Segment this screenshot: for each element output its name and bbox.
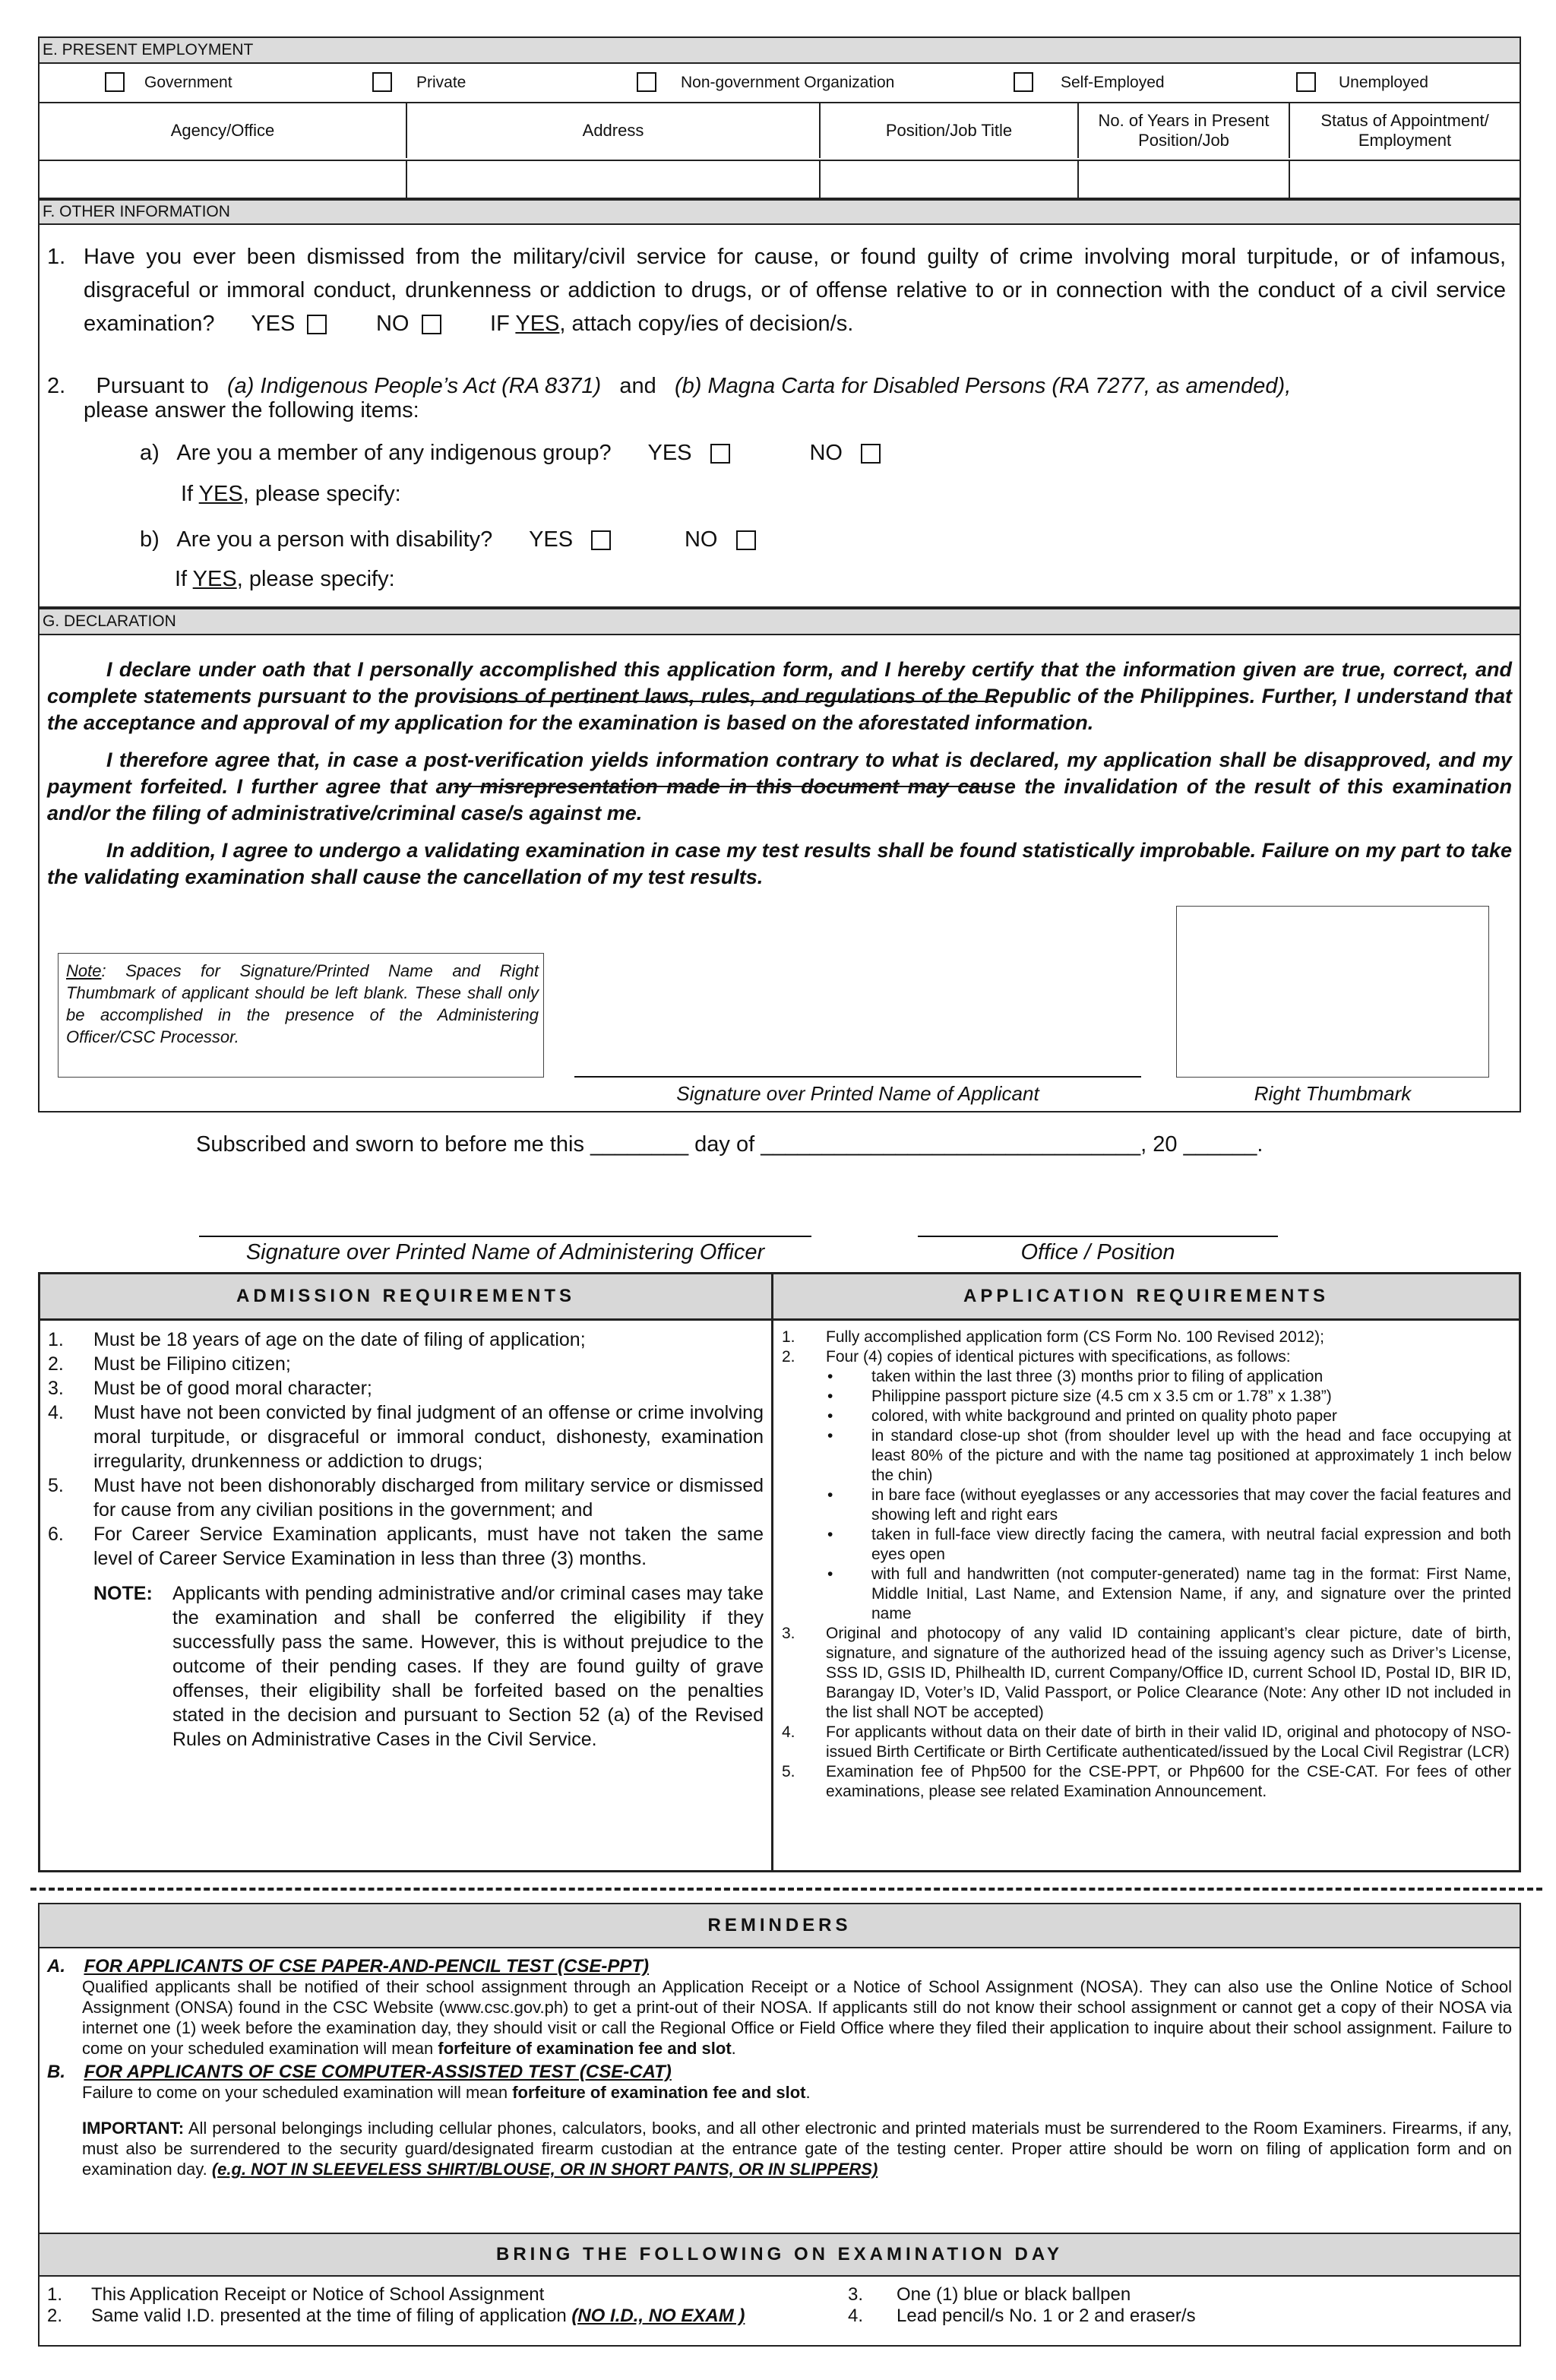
address-input[interactable] [407, 161, 821, 201]
q1-if-yes: YES [515, 312, 560, 336]
position-input[interactable] [821, 161, 1079, 201]
col-address: Address [407, 103, 821, 158]
applicant-signature-line[interactable] [574, 1076, 1141, 1078]
reminder-a-title: A. FOR APPLICANTS OF CSE PAPER-AND-PENCIL TEST (CSE-PPT) [47, 1956, 650, 1976]
q1-attach-text: , attach copy/ies of decision/s. [559, 312, 854, 336]
thumbmark-label: Right Thumbmark [1254, 1082, 1412, 1105]
q2a-yes-label: YES [647, 441, 692, 465]
bring-header: BRING THE FOLLOWING ON EXAMINATION DAY [40, 2233, 1520, 2277]
q2-number: 2. [47, 374, 66, 398]
photo-spec-bullet: • Philippine passport picture size (4.5 cm x 3.5 cm or 1.78” x 1.38”) [827, 1388, 1332, 1405]
application-item: 5. Examination fee of Php500 for the CSE-PPT, or Php600 for the CSE-CAT. For fees of other examinations, please see related Examination Announcement. [782, 1763, 1511, 1800]
application-item: 3. Original and photocopy of any valid ID containing applicant’s clear picture, date of birth, signature, and signature of the authorized head of the issuing agency such as Driver’s License, SSS ID, GSIS ID, Philhealth ID, current Company/Office ID, current School ID, Postal ID, BIR ID, Barangay ID, Voter’s ID, Valid Passport, or Police Clearance (Note: Any other ID not included in the list shall NOT be accepted) [782, 1625, 1511, 1721]
col-status: Status of Appointment/ Employment [1320, 111, 1489, 150]
q2a-specify-label: , please specify: [242, 482, 401, 506]
status-input[interactable] [1290, 161, 1520, 201]
employment-table-header [40, 103, 1520, 161]
application-item: 2. Four (4) copies of identical pictures with specifications, as follows: [782, 1348, 1291, 1366]
office-position-line[interactable] [918, 1236, 1278, 1237]
declaration-section [38, 608, 1521, 1112]
photo-spec-bullet: • taken within the last three (3) months prior to filing of application [827, 1368, 1324, 1385]
applicant-signature-label: Signature over Printed Name of Applicant [676, 1082, 1039, 1105]
employment-type-row [40, 64, 1520, 103]
note-box [58, 953, 544, 1078]
reminder-b-title: B. FOR APPLICANTS OF CSE COMPUTER-ASSISTED TEST (CSE-CAT) [47, 2062, 672, 2082]
q2b-yes-label: YES [529, 527, 574, 552]
declaration-text [47, 657, 1512, 901]
q2b-specify [175, 562, 395, 596]
note-text: : Spaces for Signature/Printed Name and Right Thumbmark of applicant should be left blank. These shall only be accomplished in the presence of the Administering Officer/CSC Processor. [66, 961, 539, 1046]
q2a-if: If [181, 482, 194, 506]
admission-item: 2. Must be Filipino citizen; [48, 1353, 291, 1375]
q2-pursuant: Pursuant to [96, 374, 209, 398]
note-label: Note [66, 961, 102, 980]
other-info-section [38, 199, 1521, 608]
unemployed-checkbox[interactable] [1296, 72, 1316, 92]
q2b-specify-label: , please specify: [236, 567, 395, 591]
government-label: Government [144, 74, 232, 91]
q1-yes-label: YES [251, 312, 296, 336]
q2b-if: If [175, 567, 188, 591]
q2-law-a: (a) Indigenous People’s Act (RA 8371) [226, 374, 602, 398]
bring-item-3: 3. One (1) blue or black ballpen [848, 2284, 1131, 2305]
reminder-a [47, 1956, 1512, 2179]
declaration-header: G. DECLARATION [40, 609, 1520, 635]
q1-yes-checkbox[interactable] [307, 315, 327, 334]
private-checkbox[interactable] [372, 72, 392, 92]
application-item: 1. Fully accomplished application form (CS Form No. 100 Revised 2012); [782, 1328, 1324, 1346]
government-checkbox[interactable] [105, 72, 125, 92]
q1-no-checkbox[interactable] [422, 315, 441, 334]
q1-number: 1. [47, 245, 66, 269]
application-item: 4. For applicants without data on their date of birth in their valid ID, original and photocopy of NSO-issued Birth Certificate or Birth Certificate authenticated/issued by the Local Civil Registrar (LCR) [782, 1723, 1511, 1761]
requirements-divider [771, 1274, 773, 1870]
admission-note [48, 1581, 764, 1752]
q1-no-label: NO [375, 312, 410, 336]
officer-signature-line[interactable] [199, 1236, 811, 1237]
reminder-important: IMPORTANT: All personal belongings including cellular phones, calculators, books, and all other electronic and printed materials must be surrendered to the Room Examiners. Firearms, if any, must also be surrendered to the security guard/designated firearm custodian at the entrance gate of the testing center. Proper attire should be worn on filing of application form and on examination day. (e.g. NOT IN SLEEVELESS SHIRT/BLOUSE, OR IN SHORT PANTS, OR IN SLIPPERS) [82, 2119, 1512, 2179]
cut-line [30, 1888, 1542, 1891]
photo-spec-bullet: • with full and handwritten (not computer-generated) name tag in the format: First Name, Middle Initial, Last Name, and Extension Name, if any, and signature over the printed name [827, 1565, 1511, 1622]
photo-spec-bullet: • taken in full-face view directly facing the camera, with neutral facial expression and both eyes open [827, 1526, 1511, 1563]
q2-please: please answer the following items: [84, 398, 419, 423]
declaration-p2: I therefore agree that, in case a post-verification yields information contrary to what is declared, my application shall be disapproved, and my payment forfeited. I further agree that any misrepresentation made in this document may cause the invalidation of the result of this examination and/or the filing of administrative/criminal case/s against me. [47, 748, 1512, 824]
reminder-a-text: Qualified applicants shall be notified of their school assignment through an Application Receipt or a Notice of School Assignment (NOSA). They can also use the Online Notice of School Assignment (ONSA) found in the CSC Website (www.csc.gov.ph) to get a print-out of their NOSA. If applicants still do not know their school assignment or cannot get a copy of their NOSA via internet one (1) week before the examination day, they should visit or call the Regional Office or Field Office where they filed their application to inquire about their school assignment. Failure to come on your scheduled examination will mean forfeiture of examination fee and slot. [82, 1977, 1512, 2058]
officer-signature-label: Signature over Printed Name of Administering Officer [245, 1240, 765, 1264]
admission-note-text: Applicants with pending administrative and/or criminal cases may take the examination and shall be conferred the eligibility if they successfully pass the same. However, this is without prejudice to the outcome of their pending cases. If they are found guilty of grave offenses, their eligibility shall be forfeited based on the penalties stated in the decision and pursuant to Section 52 (a) of the Revised Rules on Administrative Cases in the Civil Service. [172, 1583, 764, 1750]
bring-item-4: 4. Lead pencil/s No. 1 or 2 and eraser/s [848, 2306, 1196, 2326]
years-input[interactable] [1079, 161, 1290, 201]
private-label: Private [416, 74, 466, 91]
bring-item-2: 2. Same valid I.D. presented at the time of filing of application (NO I.D., NO EXAM ) [47, 2306, 745, 2326]
sworn-statement: Subscribed and sworn to before me this ________ day of _______________________________, 20 ______. [196, 1132, 1263, 1157]
ngo-checkbox[interactable] [637, 72, 656, 92]
self-employed-checkbox[interactable] [1014, 72, 1033, 92]
application-list [782, 1328, 1511, 1802]
admission-item: 3. Must be of good moral character; [48, 1378, 372, 1399]
bring-item-1: 1. This Application Receipt or Notice of School Assignment [47, 2284, 545, 2305]
unemployed-label: Unemployed [1339, 74, 1428, 91]
q2a-yes-checkbox[interactable] [710, 444, 730, 464]
question-2b [140, 523, 756, 556]
application-header: APPLICATION REQUIREMENTS [773, 1274, 1519, 1318]
q2b-if-yes: YES [192, 567, 237, 591]
q2a-text: Are you a member of any indigenous group? [176, 441, 612, 465]
q2a-label: a) [140, 441, 160, 465]
thumbmark-box[interactable] [1176, 906, 1489, 1078]
reminders-header: REMINDERS [40, 1904, 1520, 1948]
reminder-b-text: Failure to come on your scheduled examination will mean forfeiture of examination fee and slot. [82, 2083, 811, 2102]
admission-list [48, 1328, 764, 1752]
reminders-section [38, 1903, 1521, 2347]
other-info-header: F. OTHER INFORMATION [40, 201, 1520, 225]
col-years: No. of Years in Present Position/Job [1079, 103, 1290, 158]
col-agency: Agency/Office [40, 103, 407, 158]
requirements-section [38, 1272, 1521, 1872]
q2a-specify [181, 477, 401, 511]
admission-header: ADMISSION REQUIREMENTS [40, 1274, 771, 1318]
employment-section [38, 36, 1521, 199]
ngo-label: Non-government Organization [681, 74, 895, 91]
question-1 [47, 240, 1506, 340]
photo-spec-bullet: • in standard close-up shot (from shoulder level up with the head and face occupying at least 80% of the picture and with the name tag positioned at approximately 1 inch below the chin) [827, 1427, 1511, 1484]
employment-table-row [40, 161, 1520, 201]
agency-input[interactable] [40, 161, 407, 201]
q2b-no-label: NO [684, 527, 718, 552]
q2b-no-checkbox[interactable] [736, 530, 756, 550]
q2a-no-label: NO [809, 441, 843, 465]
self-employed-label: Self-Employed [1061, 74, 1165, 91]
admission-note-label: NOTE: [93, 1583, 153, 1604]
q2a-if-yes: YES [198, 482, 243, 506]
col-position: Position/Job Title [821, 103, 1079, 158]
q2b-yes-checkbox[interactable] [591, 530, 611, 550]
declaration-p1: I declare under oath that I personally accomplished this application form, and I hereby certify that the information given are true, correct, and complete statements pursuant to the provisions of pertinent laws, rules, and regulations of the Republic of the Philippines. Further, I understand that the acceptance and approval of my application for the examination is based on the aforestated information. [47, 658, 1512, 734]
question-2a [140, 436, 881, 470]
photo-spec-bullet: • colored, with white background and printed on quality photo paper [827, 1407, 1337, 1425]
q2b-text: Are you a person with disability? [176, 527, 493, 552]
admission-item: 5. Must have not been dishonorably discharged from military service or dismissed for cause from any civilian positions in the government; and [48, 1475, 764, 1521]
q1-text: Have you ever been dismissed from the military/civil service for cause, or found guilty of crime involving moral turpitude, or of infamous, disgraceful or immoral conduct, drunkenness or addiction to drugs, or of offense relative to or in connection with the conduct of a civil service examination? [84, 245, 1506, 336]
q2-law-b: (b) Magna Carta for Disabled Persons (RA 7277, as amended), [674, 374, 1292, 398]
requirements-header-line [40, 1318, 1519, 1321]
photo-spec-bullet: • in bare face (without eyeglasses or any accessories that may cover the facial features and showing left and right ears [827, 1486, 1511, 1524]
q1-if-label: IF [490, 312, 510, 336]
admission-item: 6. For Career Service Examination applicants, must have not taken the same level of Career Service Examination in less than three (3) months. [48, 1524, 764, 1569]
q2a-no-checkbox[interactable] [861, 444, 881, 464]
admission-item: 4. Must have not been convicted by final judgment of an offense or crime involving moral turpitude, or disgraceful or immoral conduct, dishonesty, examination irregularity, drunkenness or addiction to drugs; [48, 1402, 764, 1472]
admission-item: 1. Must be 18 years of age on the date of filing of application; [48, 1329, 586, 1350]
declaration-p3: In addition, I agree to undergo a validating examination in case my test results shall be found statistically improbable. Failure on my part to take the validating examination shall cause the cancellation of my test results. [47, 839, 1512, 888]
q2-and: and [619, 374, 656, 398]
employment-header: E. PRESENT EMPLOYMENT [40, 38, 1520, 64]
q2b-label: b) [140, 527, 160, 552]
office-position-label: Office / Position [1020, 1240, 1175, 1264]
